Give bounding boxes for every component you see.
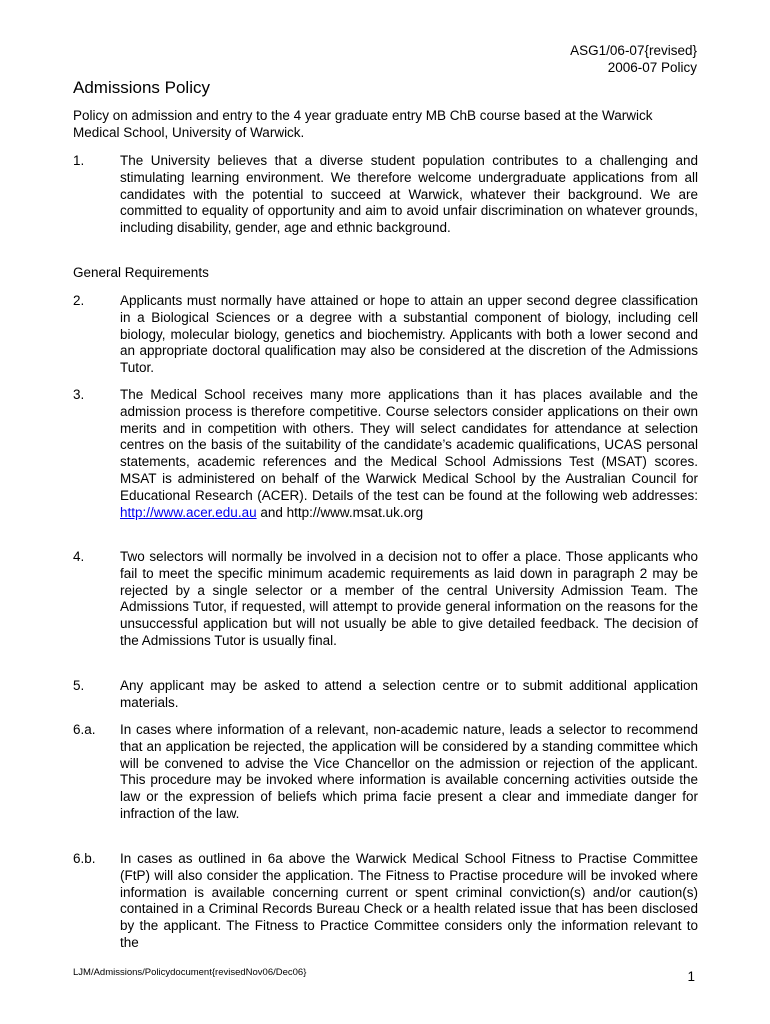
- policy-item-6b: [73, 851, 698, 952]
- policy-item-4: [73, 549, 698, 650]
- footer-document-reference: LJM/Admissions/Policydocument{revisedNov06/Dec06}: [73, 967, 307, 978]
- item-text: Any applicant may be asked to attend a selection centre or to submit additional application materials.: [120, 678, 698, 710]
- policy-item-5: [73, 678, 698, 712]
- intro-paragraph: Policy on admission and entry to the 4 year graduate entry MB ChB course based at the Warwick Medical School, University of Warwick.: [73, 108, 653, 140]
- item-text: Applicants must normally have attained or hope to attain an upper second degree classification in a Biological Sciences or a degree with a substantial component of biology, including cell biology, molecular biology, genetics and biochemistry. Applicants with both a lower second and an appropriate doctoral qualification may also be considered at the discretion of the Admissions Tutor.: [120, 293, 698, 376]
- item-number: 5.: [73, 678, 85, 693]
- item-number: 4.: [73, 549, 85, 564]
- item-text: Two selectors will normally be involved in a decision not to offer a place. Those applicants who fail to meet the specific minimum academic requirements as laid down in paragraph 2 may be rejected by a single selector or a member of the central University Admission Team. The Admissions Tutor, if requested, will attempt to provide general information on the reasons for the unsuccessful application but will not usually be able to give detailed feedback. The decision of the Admissions Tutor is usually final.: [120, 549, 698, 648]
- item-number: 2.: [73, 293, 85, 308]
- item-text-tail: and http://www.msat.uk.org: [256, 504, 424, 520]
- item-text: [120, 387, 698, 521]
- item-number: 1.: [73, 153, 85, 168]
- item-text: In cases as outlined in 6a above the Warwick Medical School Fitness to Practise Committee (FtP) will also consider the application. The Fitness to Practise procedure will be invoked where information is available concerning current or spent criminal conviction(s) and/or caution(s) contained in a Criminal Records Bureau Check or a health related issue that has been disclosed by the applicant. The Fitness to Practice Committee considers only the information relevant to the: [120, 851, 698, 950]
- policy-item-1: [73, 153, 698, 237]
- policy-item-6a: [73, 722, 698, 823]
- acer-link[interactable]: http://www.acer.edu.au: [120, 504, 257, 520]
- item-text: The University believes that a diverse student population contributes to a challenging and stimulating learning environment. We therefore welcome undergraduate applications from all candidates with the potential to succeed at Warwick, whatever their background. We are committed to equality of opportunity and aim to avoid unfair discrimination on whatever grounds, including disability, gender, age and ethnic background.: [120, 153, 698, 236]
- document-reference: [570, 42, 697, 76]
- section-heading-general-requirements: General Requirements: [73, 265, 209, 280]
- item-number: 6.b.: [73, 851, 96, 866]
- policy-year: 2006-07 Policy: [607, 60, 697, 75]
- page-title: Admissions Policy: [73, 78, 210, 97]
- page-number: 1: [687, 969, 695, 984]
- item-number: 6.a.: [73, 722, 96, 737]
- policy-item-2: [73, 293, 698, 377]
- reference-code: ASG1/06-07{revised}: [570, 43, 697, 58]
- item-text-body: The Medical School receives many more applications than it has places available and the admission process is therefore competitive. Course selectors consider applications on their own merits and in competition with others. They will select candidates for attendance at selection centres on the basis of the suitability of the candidate’s academic qualifications, UCAS personal statements, academic references and the Medical School Admissions Test (MSAT) scores. MSAT is administered on behalf of the Warwick Medical School by the Australian Council for Educational Research (ACER). Details of the test can be found at the following web addresses:: [120, 387, 698, 503]
- item-number: 3.: [73, 387, 85, 402]
- item-text: In cases where information of a relevant, non-academic nature, leads a selector to recommend that an application be rejected, the application will be considered by a standing committee which will be convened to advise the Vice Chancellor on the admission or rejection of the applicant. This procedure may be invoked where information is available concerning activities outside the law or the expression of beliefs which prima facie present a clear and immediate danger for infraction of the law.: [120, 722, 698, 821]
- policy-item-3: [73, 387, 698, 521]
